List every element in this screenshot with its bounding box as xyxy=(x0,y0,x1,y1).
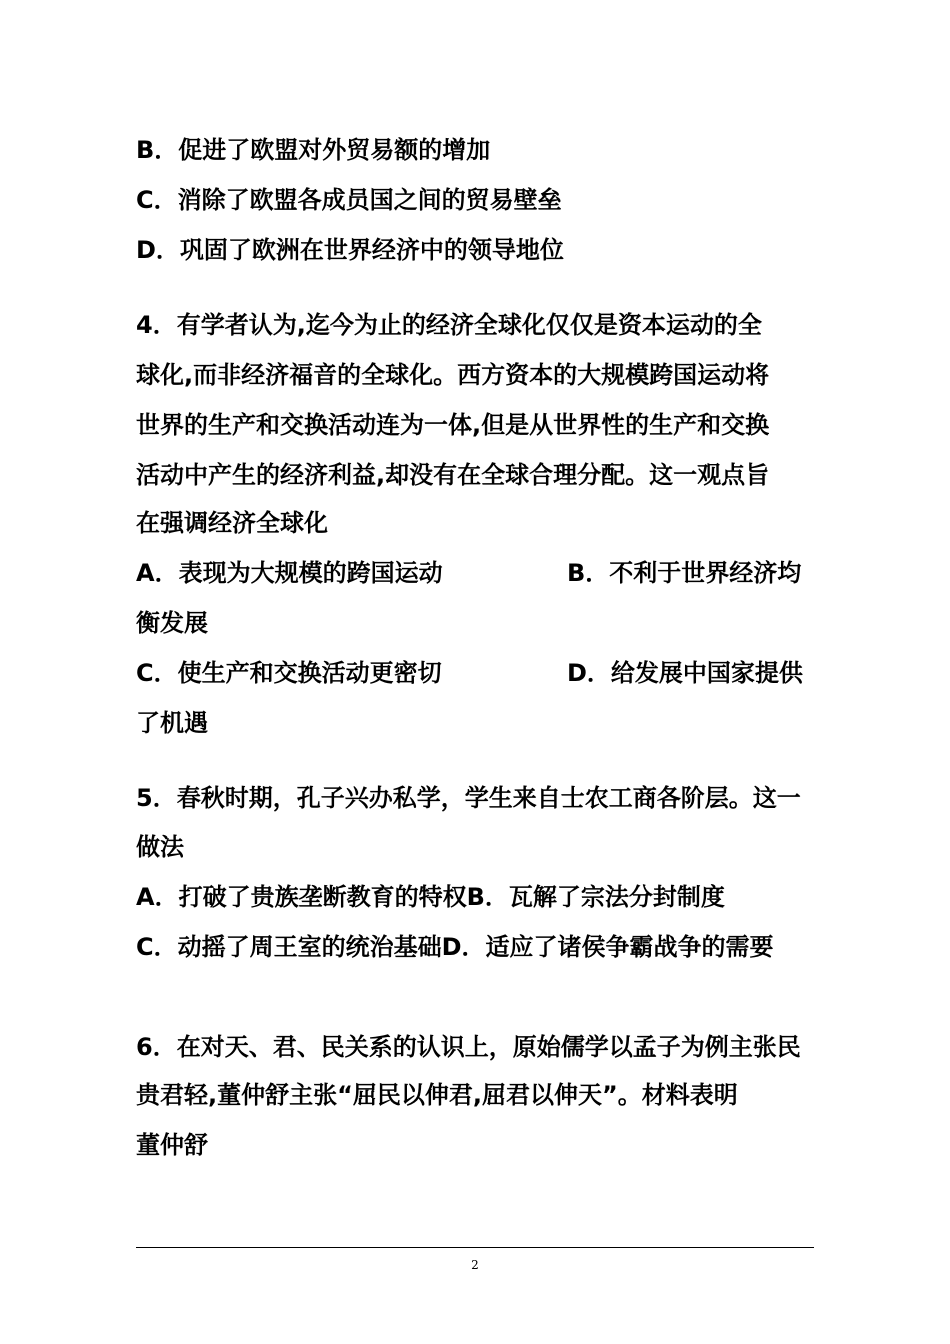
q6-stem-line: 董仲舒 xyxy=(136,1131,208,1159)
q4-option-c: C．使生产和交换活动更密切 xyxy=(136,659,442,687)
q4-stem-line: 4．有学者认为,迄今为止的经济全球化仅仅是资本运动的全 xyxy=(136,311,762,339)
q4-option-d: D．给发展中国家提供 xyxy=(567,659,803,687)
q3-option-c: C．消除了欧盟各成员国之间的贸易壁垒 xyxy=(136,186,562,214)
q4-option-b-continued: 衡发展 xyxy=(136,609,208,637)
q5-options-cd: C．动摇了周王室的统治基础D．适应了诸侯争霸战争的需要 xyxy=(136,933,774,961)
q4-option-a: A．表现为大规模的跨国运动 xyxy=(136,559,443,587)
q5-stem-line: 5．春秋时期，孔子兴办私学，学生来自士农工商各阶层。这一 xyxy=(136,784,801,812)
q4-option-b: B．不利于世界经济均 xyxy=(567,559,802,587)
q3-option-d: D．巩固了欧洲在世界经济中的领导地位 xyxy=(136,236,564,264)
q4-stem-line: 球化,而非经济福音的全球化。西方资本的大规模跨国运动将 xyxy=(136,361,770,389)
footer-divider xyxy=(136,1247,814,1248)
q5-options-ab: A．打破了贵族垄断教育的特权B．瓦解了宗法分封制度 xyxy=(136,883,725,911)
q4-stem-line: 世界的生产和交换活动连为一体,但是从世界性的生产和交换 xyxy=(136,411,770,439)
q4-stem-line: 活动中产生的经济利益,却没有在全球合理分配。这一观点旨 xyxy=(136,461,770,489)
q6-stem-line: 6．在对天、君、民关系的认识上，原始儒学以孟子为例主张民 xyxy=(136,1033,801,1061)
q6-stem-line: 贵君轻,董仲舒主张“屈民以伸君,屈君以伸天”。材料表明 xyxy=(136,1081,738,1109)
q5-stem-line: 做法 xyxy=(136,833,184,861)
q4-stem-line: 在强调经济全球化 xyxy=(136,509,328,537)
q4-option-d-continued: 了机遇 xyxy=(136,709,208,737)
page-number: 2 xyxy=(471,1258,479,1272)
q3-option-b: B．促进了欧盟对外贸易额的增加 xyxy=(136,136,491,164)
